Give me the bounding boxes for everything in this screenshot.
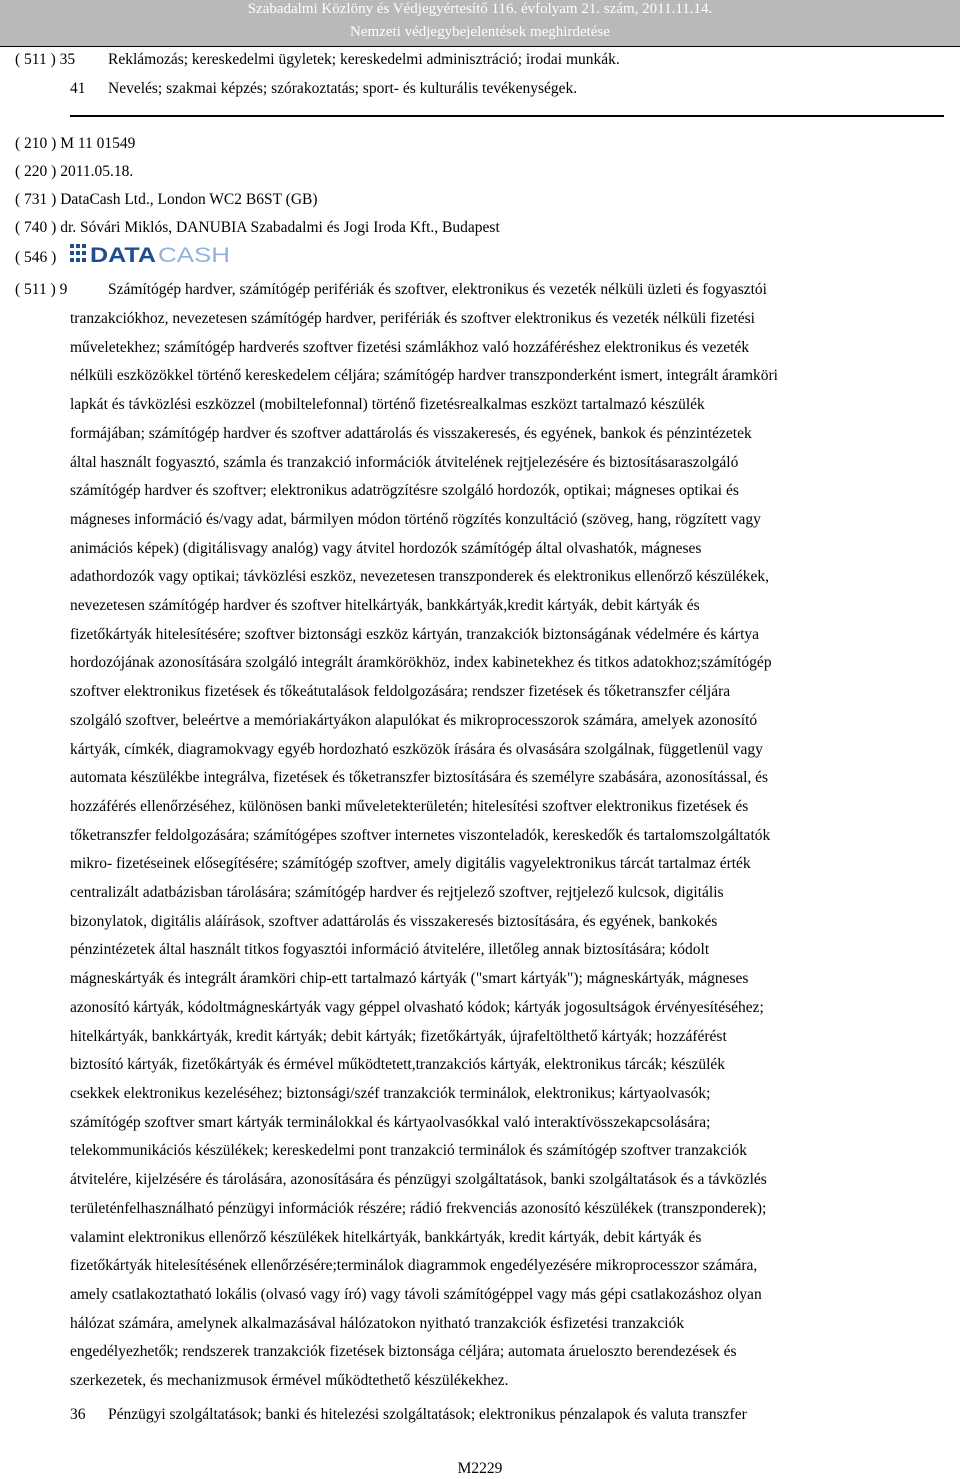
class-9-text-line: fizetőkártyák hitelesítésére; szoftver biztonsági eszköz kártyán, tranzakciók biztonságának védelmére és kártya: [70, 625, 760, 643]
prev-class-35-text: Reklámozás; kereskedelmi ügyletek; kereskedelmi adminisztráció; irodai munkák.: [108, 51, 620, 68]
class-9-text-line: szerkezetek, és mechanizmusok érmével működtethető készülékekhez.: [70, 1372, 509, 1390]
prev-class-41-text: Nevelés; szakmai képzés; szórakoztatás; sport- és kulturális tevékenységek.: [108, 80, 578, 97]
class-9-text-line: tőketranszfer feldolgozására; számítógépes szoftver internetes viszonteladók, kereskedők és tartalomszolgáltatók: [70, 826, 771, 844]
field-546: ( 546 ): [15, 249, 57, 266]
class-9-text-line: számítógép hardver és szoftver; elektronikus adatrögzítésre szolgáló hordozók, optikai; mágneses optikai és: [70, 482, 739, 500]
class-9-text-line: kártyák, címkék, diagramokvagy egyéb hordozható eszközök írására és olvasására szolgálnak, függetlenül vagy: [70, 740, 763, 758]
class-9-text-line: amely csatlakoztatható lokális (olvasó vagy író) vagy távoli számítógéppel vagy más gépi csatlakozáshoz olyan: [70, 1285, 762, 1303]
field-220: ( 220 ) 2011.05.18.: [15, 163, 134, 180]
class-9-text-line: csekkek elektronikus kezeléséhez; biztonsági/széf tranzakciók terminálok, elektronikus; kártyaolvasók;: [70, 1084, 711, 1102]
class-9-text-line: adathordozók vagy optikai; távközlési eszköz, nevezetesen transzponderek és elektronikus ellenőrző készülékek,: [70, 568, 769, 586]
class-9-text-line: műveletekhez; számítógép hardverés szoftver fizetési számlákhoz való hozzáféréshez elektronikus és vezeték: [70, 338, 750, 356]
class-9-text-line: bizonylatok, digitális aláírások, szoftver adattárolás és visszakeresés biztosítására, és egyének, bankokés: [70, 912, 718, 930]
class-9-text-line: nevezetesen számítógép hardver és szoftver hitelkártyák, bankkártyák,kredit kártyák, debit kártyák és: [70, 597, 700, 615]
class-9-text-line: által használt fogyasztó, számla és tranzakció információk átvitelének rejtjelezésére és biztosításaraszolgáló: [70, 453, 739, 471]
entry-separator: [70, 115, 944, 117]
datacash-logo: [70, 242, 232, 266]
class-9-text-line: átvitelére, kijelzésére és tárolására, azonosítására és pénzügyi szolgáltatások, banki szolgáltatások és a távközlés: [70, 1171, 767, 1189]
class-9-text-line: hordozójának azonosítására szolgáló integrált áramkörökhöz, index kabinetekhez és titkos adatokhoz;számítógép: [70, 654, 772, 672]
class-9-text-line: biztosító kártyák, fizetőkártyák és érmével működtetett,tranzakciós kártyák, elektronikus tárcák; készülék: [70, 1056, 726, 1074]
prev-511-label: ( 511 ) 35: [15, 51, 76, 68]
class-9-text-line: azonosító kártyák, kódoltmágneskártyák vagy géppel olvasható kódok; kártyák jogosultságok érvényesítéséhez;: [70, 998, 764, 1016]
class-9-text-line: Számítógép hardver, számítógép perifériák és szoftver, elektronikus és vezeték nélküli üzleti és fogyasztói: [108, 281, 767, 298]
class-9-text-line: tranzakciókhoz, nevezetesen számítógép hardver, perifériák és szoftver elektronikus és vezeték nélküli fizetési: [70, 310, 755, 327]
svg-text:CASH: CASH: [158, 244, 230, 266]
class-9-text-line: mágneskártyák és integrált áramköri chip-ett tartalmazó kártyák ("smart kártyák"); mágneskártyák, mágneses: [70, 970, 749, 988]
class-9-continuation: [70, 305, 778, 1396]
field-210: ( 210 ) M 11 01549: [15, 135, 136, 152]
field-740: ( 740 ) dr. Sóvári Miklós, DANUBIA Szabadalmi és Jogi Iroda Kft., Budapest: [15, 219, 500, 236]
class-9-text-line: telekommunikációs készülékek; kereskedelmi pont tranzakció terminálok és számítógép szoftver tranzakciók: [70, 1142, 748, 1160]
prev-class-41-number: 41: [70, 80, 86, 97]
class-9-text-line: szoftver elektronikus fizetések és tőkeátutalások feldolgozására; rendszer fizetések és tőketranszfer céljára: [70, 683, 731, 701]
class-9-text-line: hitelkártyák, bankkártyák, kredit kártyák; debit kártyák; fizetőkártyák, újrafeltölthető kártyák; hozzáférést: [70, 1027, 727, 1045]
class-9-text-line: automata készülékbe integrálva, fizetések és tőketranszfer biztosítására és személyre szabására, azonosítással, és: [70, 769, 769, 787]
class-9-text-line: nélküli eszközökkel történő kereskedelem céljára; számítógép hardver transzponderként ismert, integrált áramköri: [70, 367, 778, 385]
class-9-text-line: engedélyezhetők; rendszerek tranzakciók fizetések biztonsága céljára; automata árueloszto berendezések és: [70, 1343, 737, 1361]
class-9-text-line: lapkát és távközlési eszközzel (mobiltelefonnal) történő fizetésrealkalmas eszközt tartalmazó készülék: [70, 396, 705, 414]
class-36-text: Pénzügyi szolgáltatások; banki és hitelezési szolgáltatások; elektronikus pénzalapok és valuta transzfer: [108, 1406, 747, 1423]
class-9-text-line: animációs képek) (digitálisvagy analóg) vagy átvitel hordozók számítógép által olvashatók, mágneses: [70, 539, 702, 557]
class-9-text-line: hálózat számára, amelynek alkalmazásával hálózatokon nyitható tranzakciók ésfizetési tranzakciók: [70, 1314, 685, 1332]
svg-text:DATA: DATA: [90, 244, 156, 266]
class-9-text-line: szolgáló szoftver, beleértve a memóriakártyákon alapulókat és mikroprocesszorok számára, amelyek azonosító: [70, 711, 758, 729]
class-9-text-line: mikro- fizetéseinek elősegítésére; számítógép szoftver, amely digitális vagyelektronikus tárcát tartalmaz érték: [70, 855, 751, 873]
page-number: M2229: [457, 1460, 503, 1477]
class-9-text-line: formájában; számítógép hardver és szoftver adattárolás és visszakeresés, és egyének, bankok és pénzintézetek: [70, 424, 752, 442]
class-9-text-line: hozzáférés ellenőrzéséhez, különösen banki műveletekterületén; hitelesítési szoftver elektronikus fizetések és: [70, 797, 749, 815]
class-9-text-line: fizetőkártyák hitelesítésének ellenőrzésére;terminálok diagrammok engedélyezésére mikroprocesszor számára,: [70, 1257, 758, 1275]
class-9-text-line: centralizált adatbázisban tárolására; számítógép hardver és rejtjelező szoftver, rejtjelező kulcsok, digitális: [70, 884, 724, 902]
class-9-text-line: területénfelhasználható pénzügyi információk részére; rádió frekvenciás azonosító készülékek (transzponderek);: [70, 1199, 767, 1217]
class-9-text-line: mágneses információ és/vagy adat, bármilyen módon történő rögzítés konzultáció (szöveg, hang, rögzített vagy: [70, 510, 761, 528]
class-9-text-line: pénzintézetek által használt titkos fogyasztói információ átvitelére, illetőleg annak biztosítására; kódolt: [70, 941, 710, 959]
class-36-number: 36: [70, 1406, 86, 1423]
header-rule: [0, 46, 960, 47]
field-511-label: ( 511 ) 9: [15, 281, 68, 298]
header-band: [0, 0, 960, 46]
section-title: Nemzeti védjegybejelentések meghirdetése: [350, 24, 610, 40]
journal-title: Szabadalmi Közlöny és Védjegyértesítő 116. évfolyam 21. szám, 2011.11.14.: [247, 1, 713, 17]
class-9-text-line: számítógép szoftver smart kártyák terminálokkal és kártyaolvasókkal való interaktívösszekapcsolására;: [70, 1113, 711, 1131]
field-731: ( 731 ) DataCash Ltd., London WC2 B6ST (GB): [15, 191, 318, 208]
class-9-text-line: valamint elektronikus ellenőrző készülékek hitelkártyák, bankkártyák, kredit kártyák, debit kártyák és: [70, 1228, 702, 1246]
